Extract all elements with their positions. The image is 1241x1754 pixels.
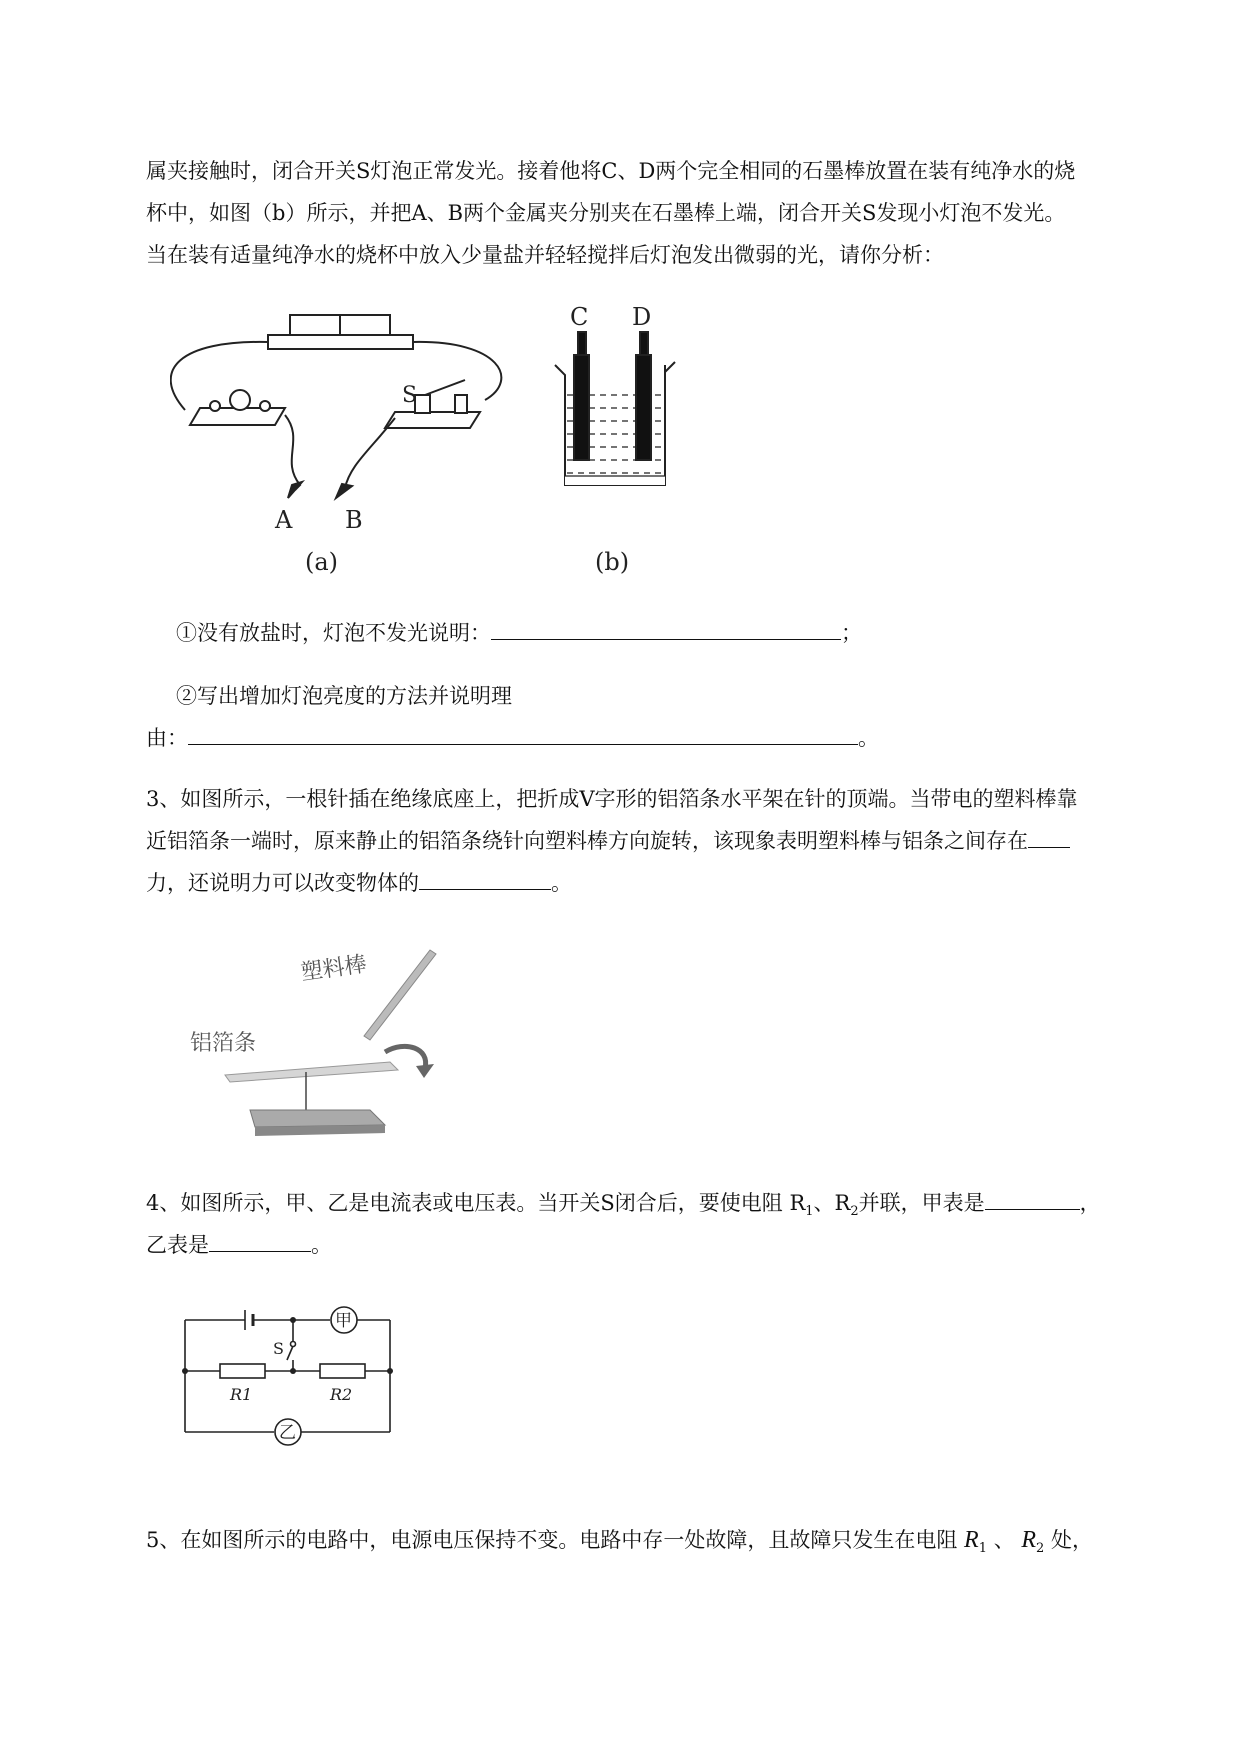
- answer-blank-1[interactable]: [491, 613, 841, 640]
- q3-line-3: [146, 862, 1148, 904]
- intro-line-2: 杯中，如图（b）所示，并把A、B两个金属夹分别夹在石墨棒上端，闭合开关S发现小灯泡不发光。: [146, 201, 1066, 225]
- answer-blank-2[interactable]: [188, 718, 858, 745]
- q4-line-2-text: 乙表是: [146, 1233, 209, 1257]
- q4-line-2-end: 。: [311, 1233, 332, 1257]
- q5-r2-symbol: R: [1021, 1527, 1037, 1553]
- answer-blank-3[interactable]: [1028, 821, 1070, 848]
- figure-a: [171, 315, 502, 498]
- q5-line-1-end: 处，: [1051, 1528, 1094, 1552]
- q5-line-1-text: 5、在如图所示的电路中，电源电压保持不变。电路中存一处故障，且故障只发生在电阻: [146, 1528, 958, 1552]
- figure-a-caption: (a): [305, 548, 339, 576]
- q4-r2-symbol: R: [834, 1191, 851, 1215]
- q5-r1-symbol: R: [964, 1527, 979, 1553]
- q4-r2-subscript: 2: [850, 1204, 859, 1220]
- figure-a-switch-label: S: [402, 383, 418, 408]
- switch-s-label: S: [273, 1339, 284, 1358]
- figure-circuit-and-beaker: [170, 300, 730, 580]
- figure-a-clip-a-label: A: [275, 506, 293, 534]
- resistor-r2-label: R2: [330, 1385, 353, 1404]
- q4-r2: [834, 1191, 859, 1220]
- meter-jia-label: 甲: [335, 1311, 352, 1331]
- meter-yi-label: 乙: [279, 1423, 296, 1443]
- answer-blank-4[interactable]: [419, 863, 551, 890]
- q3-line-2-text: 近铝箔条一端时，原来静止的铝箔条绕针向塑料棒方向旋转，该现象表明塑料棒与铝条之间存在: [146, 829, 1028, 853]
- q5-r2-subscript: 2: [1036, 1541, 1045, 1557]
- q4-separator: 、: [813, 1191, 835, 1215]
- q3-line-1: 3、如图所示，一根针插在绝缘底座上，把折成V字形的铝箔条水平架在针的顶端。当带电的塑料棒靠: [146, 787, 1078, 811]
- subq-2-label: 由：: [146, 726, 188, 750]
- q5-r2: [1021, 1527, 1045, 1557]
- answer-blank-5[interactable]: [985, 1183, 1080, 1210]
- q4-line-2: [146, 1224, 1148, 1266]
- q4-r1-subscript: 1: [805, 1204, 814, 1220]
- subq-1: [176, 612, 1178, 654]
- intro-line-3: 当在装有适量纯净水的烧杯中放入少量盐并轻轻搅拌后灯泡发出微弱的光，请你分析：: [146, 243, 944, 267]
- figure-foil-label: 铝箔条: [190, 1031, 257, 1056]
- q4-line-1-end: ，: [1079, 1191, 1101, 1215]
- q4-line-1-text-b: 并联，甲表是: [858, 1191, 985, 1215]
- subq-2-end: 。: [858, 726, 879, 750]
- figure-q4-circuit: [175, 1300, 415, 1460]
- figure-rod-label: 塑料棒: [299, 951, 369, 986]
- figure-b: [555, 332, 675, 485]
- figure-foil-rod: [180, 940, 460, 1140]
- q3-line-2: [146, 820, 1148, 862]
- q5-r1-subscript: 1: [978, 1541, 987, 1557]
- figure-b-caption: (b): [595, 548, 630, 576]
- figure-a-clip-b-label: B: [345, 506, 363, 534]
- figure-b-rod-d-label: D: [632, 303, 652, 331]
- q5-separator: 、: [993, 1528, 1015, 1552]
- q4-line-1-text: 4、如图所示，甲、乙是电流表或电压表。当开关S闭合后，要使电阻: [146, 1191, 783, 1215]
- q3-line-3-end: 。: [551, 871, 572, 895]
- q4-r1: [789, 1191, 814, 1220]
- intro-line-1: 属夹接触时，闭合开关S灯泡正常发光。接着他将C、D两个完全相同的石墨棒放置在装有纯净水的烧: [146, 159, 1076, 183]
- q3-line-3-text: 力，还说明力可以改变物体的: [146, 871, 419, 895]
- subq-2-line-2: [146, 717, 1148, 759]
- resistor-r1-label: R1: [230, 1385, 253, 1404]
- subq-1-text: ①没有放盐时，灯泡不发光说明：: [176, 621, 491, 645]
- q5-r1: [964, 1527, 987, 1557]
- subq-2-line-1: ②写出增加灯泡亮度的方法并说明理: [176, 684, 512, 708]
- subq-1-end: ；: [841, 621, 862, 645]
- answer-blank-6[interactable]: [209, 1225, 311, 1252]
- q4-r1-symbol: R: [789, 1191, 806, 1215]
- q5-line-1: [146, 1519, 1148, 1570]
- figure-b-rod-c-label: C: [570, 303, 589, 331]
